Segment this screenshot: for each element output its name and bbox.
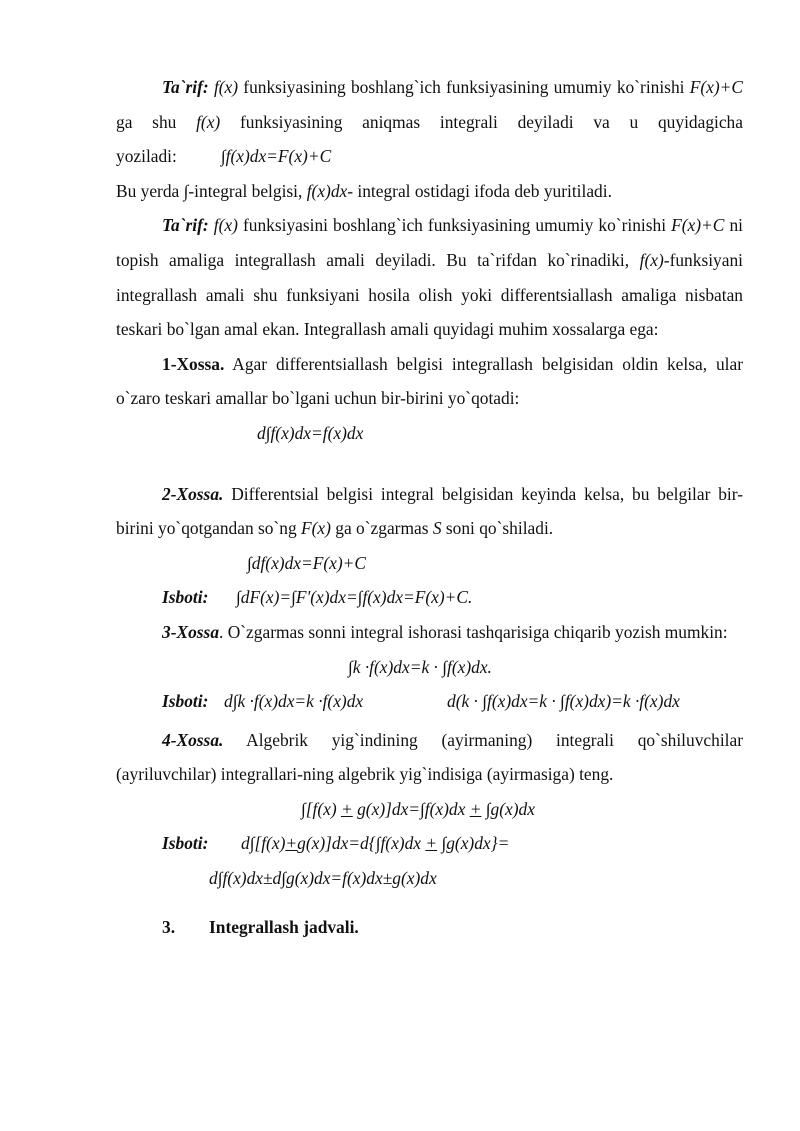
property-label: 1-Xossa. (162, 353, 225, 374)
proof-property-3: Isboti: d∫k ·f(x)dx=k ·f(x)dx d(k · ∫f(x)dx=k · ∫f(x)dx)=k ·f(x)dx (162, 684, 743, 719)
document-page (116, 70, 743, 944)
formula-property-2: ∫df(x)dx=F(x)+C (247, 552, 367, 573)
proof-property-4: Isboti: d∫[f(x)+g(x)]dx=d{∫f(x)dx + ∫g(x)dx}= (162, 826, 743, 861)
proof-label: Isboti: (162, 587, 209, 608)
formula-indefinite-integral: ∫f(x)dx=F(x)+C (220, 146, 332, 167)
property-label: 2-Xossa. (162, 483, 224, 504)
property-1: 1-Xossa. Agar differentsiallash belgisi integrallash belgisidan oldin kelsa, ular o`zaro teskari amallar bo`lgani uchun bir-birini yo`qotadi: (116, 353, 743, 409)
section-heading (162, 910, 743, 945)
property-label: 3-Xossa (162, 621, 220, 642)
proof-property-2: Isboti: ∫dF(x)=∫F'(x)dx=∫f(x)dx=F(x)+C. (162, 580, 743, 615)
definition-label: Ta`rif: (162, 215, 209, 236)
section-number: 3. (162, 916, 176, 937)
section-title: Integrallash jadvali. (209, 916, 359, 937)
formula-property-3: ∫k ·f(x)dx=k · ∫f(x)dx. (348, 656, 492, 677)
integral-note: Bu yerda ∫-integral belgisi, f(x)dx- integral ostidagi ifoda deb yuritiladi. (116, 180, 612, 201)
property-3: 3-Xossa. O`zgarmas sonni integral ishorasi tashqarisiga chiqarib yozish mumkin: (162, 621, 728, 642)
definition-label: Ta`rif: (162, 77, 209, 97)
property-2: 2-Xossa. Differentsial belgisi integral belgisidan keyinda kelsa, bu belgilar bir-birini yo`qotgandan so`ng F(x) ga o`zgarmas S soni qo`shiladi. (116, 483, 743, 539)
definition-1: Ta`rif: f(x) funksiyasining boshlang`ich funksiyasining umumiy ko`rinishi F(x)+C ga shu f(x) funksiyasining aniqmas integrali deyiladi va u quyidagicha yoziladi: ∫f(x)dx=F(x)+C (116, 77, 743, 167)
proof-label: Isboti: (162, 833, 209, 854)
proof-label: Isboti: (162, 691, 209, 712)
property-4: 4-Xossa. Algebrik yig`indining (ayirmaning) integrali qo`shiluvchilar (ayriluvchilar) integrallari-ning algebrik yig`indisiga (ayirmasiga) teng. (116, 729, 743, 785)
formula-property-4: ∫[f(x) + g(x)]dx=∫f(x)dx + ∫g(x)dx (301, 798, 535, 819)
property-label: 4-Xossa. (162, 729, 224, 750)
proof-property-4-line-2: d∫f(x)dx±d∫g(x)dx=f(x)dx±g(x)dx (209, 868, 437, 889)
formula-property-1: d∫f(x)dx=f(x)dx (257, 422, 364, 443)
definition-2: Ta`rif: f(x) funksiyasini boshlang`ich funksiyasining umumiy ko`rinishi F(x)+C ni topish amaliga integrallash amali deyiladi. Bu ta`rifdan ko`rinadiki, f(x)-funksiyani integrallash amali shu funksiyani hosila olish yoki differentsiallash amaliga nisbatan teskari bo`lgan amal ekan. Integrallash amali quyidagi muhim xossalarga ega: (116, 215, 743, 340)
